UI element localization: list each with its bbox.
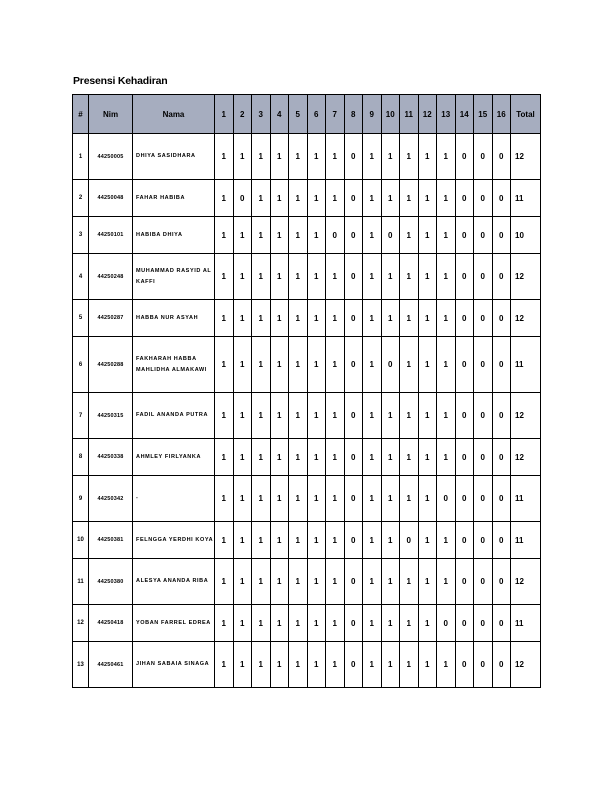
- student-name-cell: FAHAR HABIBA: [133, 180, 215, 217]
- attendance-cell: 1: [381, 439, 400, 476]
- attendance-cell: 1: [418, 559, 437, 605]
- attendance-cell: 1: [270, 476, 289, 522]
- attendance-cell: 1: [437, 337, 456, 393]
- row-number-cell: 3: [73, 217, 89, 254]
- total-cell: 11: [511, 605, 541, 642]
- attendance-cell: 0: [474, 393, 493, 439]
- table-row: [73, 522, 541, 559]
- attendance-cell: 1: [252, 134, 271, 180]
- student-name-cell: FAKHARAH HABBA MAHLIDHA ALMAKAWI: [133, 337, 215, 393]
- total-cell: 12: [511, 393, 541, 439]
- attendance-cell: 1: [437, 559, 456, 605]
- attendance-cell: 1: [289, 393, 308, 439]
- row-number-cell: 4: [73, 254, 89, 300]
- total-cell: 12: [511, 439, 541, 476]
- attendance-cell: 1: [233, 559, 252, 605]
- table-body: [73, 134, 541, 688]
- attendance-cell: 1: [418, 254, 437, 300]
- attendance-cell: 1: [418, 522, 437, 559]
- attendance-cell: 0: [492, 254, 511, 300]
- attendance-cell: 0: [455, 393, 474, 439]
- table-row: [73, 642, 541, 688]
- attendance-cell: 1: [326, 605, 345, 642]
- attendance-cell: 1: [400, 300, 419, 337]
- attendance-cell: 0: [455, 300, 474, 337]
- attendance-cell: 0: [474, 217, 493, 254]
- total-cell: 11: [511, 476, 541, 522]
- attendance-cell: 0: [455, 180, 474, 217]
- attendance-cell: 1: [363, 337, 382, 393]
- attendance-cell: 1: [363, 522, 382, 559]
- attendance-cell: 0: [474, 300, 493, 337]
- column-header-day: 7: [326, 95, 345, 134]
- attendance-cell: 0: [455, 605, 474, 642]
- attendance-cell: 1: [233, 642, 252, 688]
- column-header-day: 9: [363, 95, 382, 134]
- attendance-cell: 1: [418, 300, 437, 337]
- column-header-nim: Nim: [89, 95, 133, 134]
- attendance-cell: 1: [307, 476, 326, 522]
- attendance-cell: 1: [270, 254, 289, 300]
- attendance-cell: 0: [344, 337, 363, 393]
- row-number-cell: 11: [73, 559, 89, 605]
- attendance-cell: 1: [400, 642, 419, 688]
- attendance-cell: 1: [252, 300, 271, 337]
- column-header-day: 10: [381, 95, 400, 134]
- attendance-cell: 1: [215, 476, 234, 522]
- nim-cell: 44250005: [89, 134, 133, 180]
- column-header-day: 15: [474, 95, 493, 134]
- attendance-cell: 1: [363, 134, 382, 180]
- table-row: [73, 134, 541, 180]
- attendance-cell: 1: [418, 134, 437, 180]
- attendance-cell: 0: [474, 559, 493, 605]
- student-name-cell: FELNGGA YERDHI KOYA: [133, 522, 215, 559]
- nim-cell: 44250461: [89, 642, 133, 688]
- attendance-cell: 1: [418, 476, 437, 522]
- table-row: [73, 337, 541, 393]
- attendance-cell: 1: [252, 217, 271, 254]
- attendance-cell: 1: [400, 476, 419, 522]
- nim-cell: 44250315: [89, 393, 133, 439]
- attendance-cell: 1: [270, 642, 289, 688]
- attendance-cell: 0: [455, 559, 474, 605]
- attendance-cell: 1: [381, 300, 400, 337]
- table-row: [73, 605, 541, 642]
- attendance-cell: 0: [344, 559, 363, 605]
- attendance-cell: 0: [381, 337, 400, 393]
- attendance-cell: 1: [289, 300, 308, 337]
- attendance-cell: 1: [307, 217, 326, 254]
- attendance-cell: 0: [381, 217, 400, 254]
- column-header-number: #: [73, 95, 89, 134]
- attendance-cell: 0: [326, 217, 345, 254]
- attendance-cell: 0: [455, 476, 474, 522]
- attendance-cell: 1: [252, 393, 271, 439]
- table-row: [73, 300, 541, 337]
- student-name-cell: JIHAN SABAIA SINAGA: [133, 642, 215, 688]
- attendance-cell: 1: [363, 393, 382, 439]
- attendance-cell: 1: [363, 300, 382, 337]
- attendance-cell: 1: [363, 254, 382, 300]
- attendance-cell: 1: [437, 217, 456, 254]
- attendance-cell: 0: [437, 605, 456, 642]
- table-row: [73, 180, 541, 217]
- attendance-cell: 1: [307, 605, 326, 642]
- attendance-cell: 0: [492, 393, 511, 439]
- row-number-cell: 5: [73, 300, 89, 337]
- attendance-cell: 1: [270, 300, 289, 337]
- attendance-cell: 1: [307, 559, 326, 605]
- row-number-cell: 10: [73, 522, 89, 559]
- attendance-cell: 1: [326, 439, 345, 476]
- total-cell: 12: [511, 300, 541, 337]
- attendance-cell: 0: [344, 300, 363, 337]
- row-number-cell: 8: [73, 439, 89, 476]
- attendance-cell: 1: [307, 337, 326, 393]
- attendance-cell: 0: [344, 254, 363, 300]
- attendance-cell: 1: [289, 337, 308, 393]
- attendance-cell: 1: [270, 217, 289, 254]
- attendance-cell: 1: [326, 522, 345, 559]
- attendance-cell: 1: [289, 217, 308, 254]
- column-header-day: 16: [492, 95, 511, 134]
- column-header-day: 4: [270, 95, 289, 134]
- attendance-cell: 1: [326, 642, 345, 688]
- attendance-cell: 1: [437, 439, 456, 476]
- attendance-cell: 1: [215, 559, 234, 605]
- attendance-cell: 1: [252, 476, 271, 522]
- column-header-day: 11: [400, 95, 419, 134]
- attendance-cell: 0: [344, 605, 363, 642]
- attendance-cell: 1: [326, 300, 345, 337]
- row-number-cell: 9: [73, 476, 89, 522]
- attendance-cell: 1: [363, 559, 382, 605]
- attendance-cell: 1: [307, 642, 326, 688]
- attendance-cell: 1: [252, 337, 271, 393]
- attendance-cell: 1: [215, 180, 234, 217]
- attendance-cell: 1: [326, 476, 345, 522]
- attendance-cell: 1: [400, 217, 419, 254]
- attendance-cell: 0: [474, 337, 493, 393]
- attendance-cell: 1: [270, 439, 289, 476]
- student-name-cell: YOBAN FARREL EDREA: [133, 605, 215, 642]
- attendance-cell: 0: [492, 337, 511, 393]
- row-number-cell: 13: [73, 642, 89, 688]
- attendance-cell: 0: [344, 134, 363, 180]
- attendance-table: [72, 94, 541, 688]
- attendance-cell: 1: [307, 134, 326, 180]
- row-number-cell: 7: [73, 393, 89, 439]
- attendance-cell: 1: [215, 134, 234, 180]
- column-header-total: Total: [511, 95, 541, 134]
- attendance-cell: 1: [418, 337, 437, 393]
- nim-cell: 44250101: [89, 217, 133, 254]
- attendance-cell: 0: [400, 522, 419, 559]
- attendance-cell: 1: [215, 393, 234, 439]
- attendance-cell: 0: [344, 180, 363, 217]
- student-name-cell: DHIYA SASIDHARA: [133, 134, 215, 180]
- attendance-cell: 1: [418, 605, 437, 642]
- student-name-cell: -: [133, 476, 215, 522]
- total-cell: 11: [511, 522, 541, 559]
- attendance-cell: 1: [270, 393, 289, 439]
- attendance-cell: 1: [381, 605, 400, 642]
- attendance-cell: 1: [270, 522, 289, 559]
- column-header-day: 14: [455, 95, 474, 134]
- attendance-cell: 0: [492, 642, 511, 688]
- attendance-cell: 1: [437, 393, 456, 439]
- attendance-cell: 1: [233, 217, 252, 254]
- attendance-cell: 1: [289, 476, 308, 522]
- attendance-cell: 1: [289, 439, 308, 476]
- attendance-cell: 1: [437, 642, 456, 688]
- attendance-cell: 1: [233, 300, 252, 337]
- attendance-cell: 1: [215, 337, 234, 393]
- attendance-cell: 1: [381, 476, 400, 522]
- attendance-cell: 1: [400, 559, 419, 605]
- attendance-cell: 1: [307, 254, 326, 300]
- attendance-cell: 0: [492, 180, 511, 217]
- attendance-cell: 1: [233, 254, 252, 300]
- attendance-cell: 1: [233, 522, 252, 559]
- nim-cell: 44250048: [89, 180, 133, 217]
- attendance-cell: 1: [233, 439, 252, 476]
- attendance-cell: 1: [326, 180, 345, 217]
- attendance-cell: 1: [215, 300, 234, 337]
- attendance-cell: 1: [289, 522, 308, 559]
- attendance-cell: 1: [252, 642, 271, 688]
- attendance-cell: 1: [363, 439, 382, 476]
- attendance-cell: 1: [252, 559, 271, 605]
- student-name-cell: AHMLEY FIRLYANKA: [133, 439, 215, 476]
- attendance-cell: 1: [307, 180, 326, 217]
- attendance-cell: 0: [455, 337, 474, 393]
- attendance-cell: 1: [326, 134, 345, 180]
- attendance-cell: 1: [252, 439, 271, 476]
- column-header-name: Nama: [133, 95, 215, 134]
- column-header-day: 5: [289, 95, 308, 134]
- attendance-cell: 1: [215, 605, 234, 642]
- attendance-cell: 1: [437, 522, 456, 559]
- attendance-cell: 1: [326, 559, 345, 605]
- total-cell: 11: [511, 180, 541, 217]
- attendance-cell: 1: [418, 217, 437, 254]
- attendance-cell: 1: [215, 522, 234, 559]
- row-number-cell: 12: [73, 605, 89, 642]
- column-header-day: 3: [252, 95, 271, 134]
- total-cell: 12: [511, 642, 541, 688]
- attendance-cell: 1: [215, 217, 234, 254]
- attendance-cell: 1: [363, 605, 382, 642]
- student-name-cell: FADIL ANANDA PUTRA: [133, 393, 215, 439]
- attendance-cell: 1: [418, 393, 437, 439]
- attendance-cell: 0: [455, 439, 474, 476]
- attendance-cell: 1: [418, 642, 437, 688]
- attendance-cell: 1: [215, 254, 234, 300]
- attendance-cell: 0: [492, 217, 511, 254]
- attendance-cell: 1: [400, 254, 419, 300]
- column-header-day: 1: [215, 95, 234, 134]
- attendance-cell: 1: [307, 300, 326, 337]
- attendance-cell: 1: [381, 134, 400, 180]
- attendance-cell: 1: [270, 337, 289, 393]
- table-row: [73, 393, 541, 439]
- attendance-cell: 1: [400, 605, 419, 642]
- column-header-day: 13: [437, 95, 456, 134]
- attendance-cell: 0: [474, 254, 493, 300]
- attendance-cell: 1: [270, 134, 289, 180]
- attendance-cell: 1: [363, 217, 382, 254]
- attendance-cell: 1: [437, 134, 456, 180]
- table-row: [73, 476, 541, 522]
- total-cell: 12: [511, 134, 541, 180]
- attendance-cell: 1: [381, 522, 400, 559]
- attendance-cell: 0: [474, 439, 493, 476]
- nim-cell: 44250380: [89, 559, 133, 605]
- attendance-cell: 0: [474, 522, 493, 559]
- attendance-cell: 1: [307, 439, 326, 476]
- attendance-cell: 1: [400, 134, 419, 180]
- attendance-cell: 0: [474, 476, 493, 522]
- attendance-cell: 0: [492, 134, 511, 180]
- attendance-cell: 0: [233, 180, 252, 217]
- total-cell: 12: [511, 254, 541, 300]
- attendance-cell: 0: [492, 300, 511, 337]
- attendance-cell: 1: [400, 393, 419, 439]
- attendance-cell: 0: [455, 642, 474, 688]
- attendance-cell: 1: [233, 476, 252, 522]
- nim-cell: 44250418: [89, 605, 133, 642]
- attendance-cell: 1: [270, 605, 289, 642]
- student-name-cell: HABBA NUR ASYAH: [133, 300, 215, 337]
- attendance-cell: 0: [474, 134, 493, 180]
- column-header-day: 6: [307, 95, 326, 134]
- student-name-cell: MUHAMMAD RASYID AL KAFFI: [133, 254, 215, 300]
- attendance-cell: 1: [437, 254, 456, 300]
- total-cell: 10: [511, 217, 541, 254]
- attendance-cell: 1: [437, 300, 456, 337]
- attendance-cell: 1: [326, 337, 345, 393]
- nim-cell: 44250342: [89, 476, 133, 522]
- student-name-cell: HABIBA DHIYA: [133, 217, 215, 254]
- attendance-cell: 1: [363, 476, 382, 522]
- row-number-cell: 6: [73, 337, 89, 393]
- attendance-cell: 1: [400, 337, 419, 393]
- attendance-cell: 0: [455, 522, 474, 559]
- nim-cell: 44250338: [89, 439, 133, 476]
- attendance-cell: 1: [289, 605, 308, 642]
- table-row: [73, 217, 541, 254]
- attendance-cell: 0: [344, 217, 363, 254]
- attendance-cell: 1: [233, 337, 252, 393]
- attendance-cell: 1: [381, 559, 400, 605]
- attendance-cell: 0: [492, 559, 511, 605]
- table-row: [73, 439, 541, 476]
- attendance-cell: 1: [252, 522, 271, 559]
- table-row: [73, 559, 541, 605]
- row-number-cell: 2: [73, 180, 89, 217]
- column-header-day: 8: [344, 95, 363, 134]
- row-number-cell: 1: [73, 134, 89, 180]
- attendance-cell: 0: [344, 522, 363, 559]
- attendance-cell: 1: [252, 180, 271, 217]
- attendance-cell: 1: [289, 134, 308, 180]
- attendance-cell: 0: [492, 439, 511, 476]
- attendance-cell: 1: [381, 642, 400, 688]
- attendance-cell: 1: [400, 439, 419, 476]
- attendance-cell: 1: [400, 180, 419, 217]
- attendance-cell: 1: [307, 522, 326, 559]
- attendance-cell: 1: [326, 393, 345, 439]
- attendance-cell: 0: [344, 476, 363, 522]
- table-header-row: [73, 95, 541, 134]
- attendance-cell: 0: [344, 642, 363, 688]
- total-cell: 11: [511, 337, 541, 393]
- attendance-cell: 0: [492, 605, 511, 642]
- attendance-cell: 1: [233, 393, 252, 439]
- attendance-cell: 1: [289, 254, 308, 300]
- attendance-cell: 0: [474, 605, 493, 642]
- attendance-cell: 1: [289, 559, 308, 605]
- attendance-cell: 1: [270, 180, 289, 217]
- attendance-cell: 1: [381, 393, 400, 439]
- attendance-cell: 1: [381, 180, 400, 217]
- attendance-cell: 1: [215, 439, 234, 476]
- attendance-cell: 0: [344, 393, 363, 439]
- attendance-cell: 1: [289, 180, 308, 217]
- attendance-cell: 1: [233, 134, 252, 180]
- page-title: Presensi Kehadiran: [73, 75, 168, 87]
- attendance-cell: 0: [455, 134, 474, 180]
- nim-cell: 44250288: [89, 337, 133, 393]
- attendance-cell: 0: [455, 254, 474, 300]
- column-header-day: 12: [418, 95, 437, 134]
- attendance-cell: 0: [344, 439, 363, 476]
- attendance-cell: 1: [270, 559, 289, 605]
- attendance-cell: 1: [307, 393, 326, 439]
- attendance-cell: 1: [215, 642, 234, 688]
- attendance-cell: 1: [437, 180, 456, 217]
- nim-cell: 44250287: [89, 300, 133, 337]
- attendance-cell: 0: [492, 522, 511, 559]
- attendance-cell: 0: [474, 180, 493, 217]
- attendance-cell: 1: [363, 642, 382, 688]
- attendance-cell: 1: [418, 180, 437, 217]
- attendance-cell: 0: [492, 476, 511, 522]
- attendance-cell: 1: [381, 254, 400, 300]
- attendance-cell: 1: [289, 642, 308, 688]
- attendance-cell: 0: [455, 217, 474, 254]
- attendance-cell: 1: [252, 605, 271, 642]
- nim-cell: 44250381: [89, 522, 133, 559]
- nim-cell: 44250248: [89, 254, 133, 300]
- attendance-cell: 0: [474, 642, 493, 688]
- attendance-cell: 1: [418, 439, 437, 476]
- attendance-cell: 1: [363, 180, 382, 217]
- table-row: [73, 254, 541, 300]
- student-name-cell: ALESYA ANANDA RIBA: [133, 559, 215, 605]
- attendance-cell: 0: [437, 476, 456, 522]
- total-cell: 12: [511, 559, 541, 605]
- attendance-cell: 1: [233, 605, 252, 642]
- attendance-cell: 1: [252, 254, 271, 300]
- column-header-day: 2: [233, 95, 252, 134]
- attendance-cell: 1: [326, 254, 345, 300]
